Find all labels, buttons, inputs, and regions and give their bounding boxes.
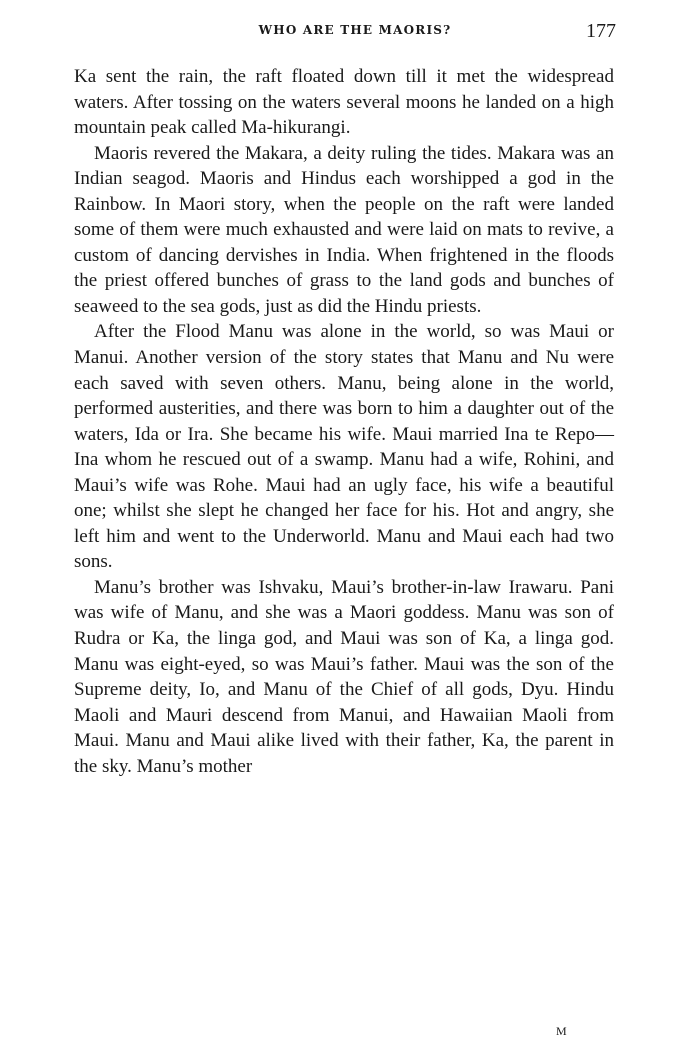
page-number: 177 (586, 20, 616, 42)
body-text (74, 64, 614, 779)
paragraph-3: After the Flood Manu was alone in the world, so was Maui or Manui. Another version of the story states that Manu and Nu were each saved with seven others. Manu, being alone in the world, performed austerities, and there was born to him a daughter out of the waters, Ida or Ira. She became his wife. Maui married Ina te Repo—Ina whom he rescued out of a swamp. Manu had a wife, Rohini, and Maui’s wife was Rohe. Maui had an ugly face, his wife a beautiful one; whilst she slept he changed her face for his. Hot and angry, she left him and went to the Underworld. Manu and Maui each had two sons. (74, 321, 614, 573)
paragraph-4: Manu’s brother was Ishvaku, Maui’s brother-in-law Irawaru. Pani was wife of Manu, and she was a Maori goddess. Manu was son of Rudra or Ka, the linga god, and Maui was son of Ka, a linga god. Manu was eight-eyed, so was Maui’s father. Maui was the son of the Supreme deity, Io, and Manu of the Chief of all gods, Dyu. Hindu Maoli and Mauri descend from Manui, and Hawaiian Maoli from Maui. Manu and Maui alike lived with their father, Ka, the parent in the sky. Manu’s mother (74, 576, 614, 777)
running-head (74, 20, 616, 46)
chapter-title: WHO ARE THE MAORIS? (258, 23, 452, 37)
paragraph-2: Maoris revered the Makara, a deity ruling the tides. Makara was an Indian seagod. Maoris and Hindus each worshipped a god in the Rainbow. In Maori story, when the people on the raft were landed some of them were much exhausted and were laid on mats to revive, a custom of dancing dervishes in India. When frightened in the floods the priest offered bunches of grass to the land gods and bunches of seaweed to the sea gods, just as did the Hindu priests. (74, 142, 614, 317)
signature-mark: M (556, 1024, 567, 1038)
paragraph-1: Ka sent the rain, the raft floated down till it met the widespread waters. After tossing on the waters several moons he landed on a high mountain peak called Ma-hikurangi. (74, 66, 614, 139)
